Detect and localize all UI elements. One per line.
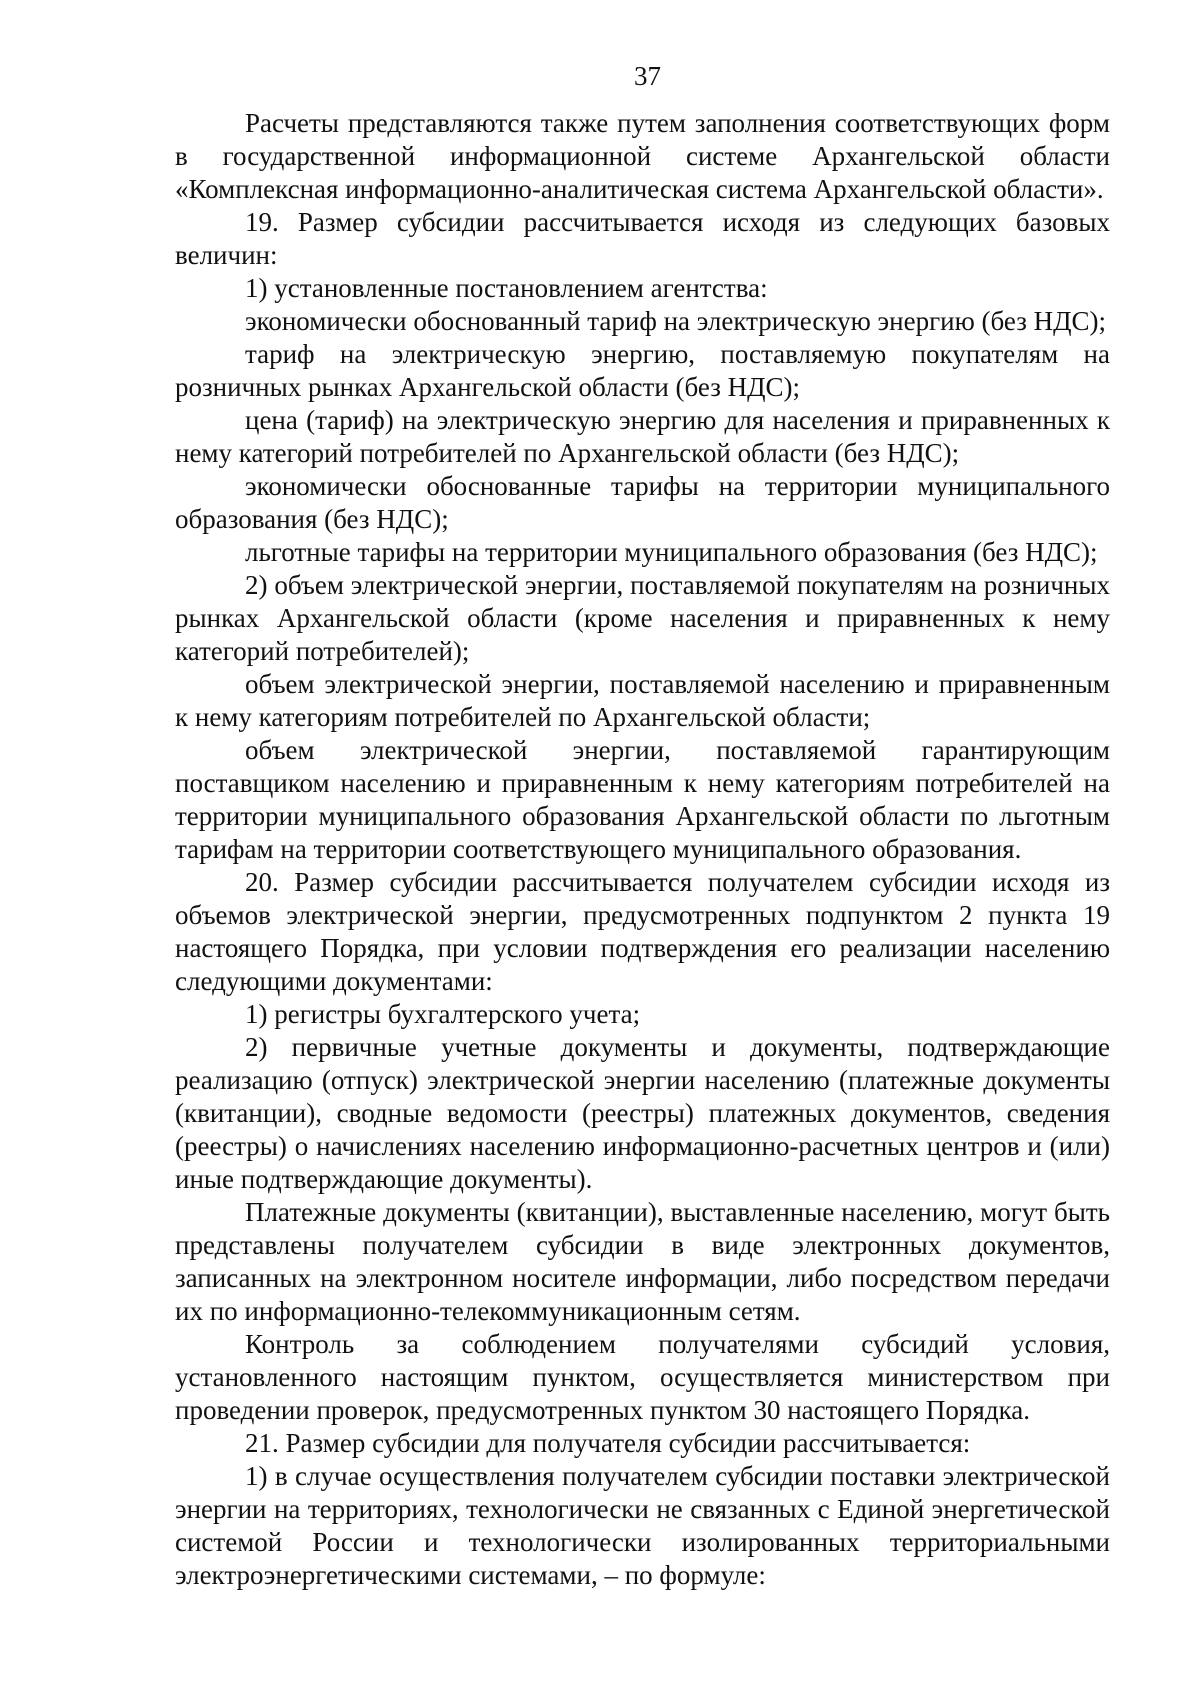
paragraph-primary-documents: 2) первичные учетные документы и документы, подтверждающие реализацию (отпуск) электрической энергии населению (платежные документы (квитанции), сводные ведомости (реестры) платежных документов, сведения (реестры) о начислениях населению информационно-расчетных центров и (или) иные подтверждающие документы). [175,1032,1110,1194]
paragraph-volume-guaranteeing-supplier: объем электрической энергии, поставляемой гарантирующим поставщиком населению и приравненным к нему категориям потребителей на территории муниципального образования Архангельской области по льготным тарифам на территории соответствующего муниципального образования. [175,735,1110,864]
paragraph-sub-2-volume: 2) объем электрической энергии, поставляемой покупателям на розничных рынках Архангельской области (кроме населения и приравненных к нему категорий потребителей); [175,570,1110,666]
paragraph-tariff-retail: тариф на электрическую энергию, поставляемую покупателям на розничных рынках Архангельской области (без НДС); [175,339,1110,402]
paragraph-registers: 1) регистры бухгалтерского учета; [245,999,641,1029]
paragraph-preferential-tariffs: льготные тарифы на территории муниципального образования (без НДС); [245,537,1098,567]
paragraph-control: Контроль за соблюдением получателями субсидий условия, установленного настоящим пунктом, осуществляется министерством при проведении проверок, предусмотренных пунктом 30 настоящего Порядка. [175,1329,1110,1425]
paragraph-item-21: 21. Размер субсидии для получателя субсидии рассчитывается: [245,1428,971,1458]
paragraph-formula-intro: 1) в случае осуществления получателем субсидии поставки электрической энергии на территориях, технологически не связанных с Единой энергетической системой России и технологически изолированных территориальными электроэнергетическими системами, – по формуле: [175,1461,1110,1590]
paragraph-payment-documents: Платежные документы (квитанции), выставленные населению, могут быть представлены получателем субсидии в виде электронных документов, записанных на электронном носителе информации, либо посредством передачи их по информационно-телекоммуникационным сетям. [175,1197,1110,1326]
paragraph-volume-population: объем электрической энергии, поставляемой населению и приравненным к нему категориям потребителей по Архангельской области; [175,669,1110,732]
paragraph-item-20: 20. Размер субсидии рассчитывается получателем субсидии исходя из объемов электрической энергии, предусмотренных подпунктом 2 пункта 19 настоящего Порядка, при условии подтверждения его реализации населению следующими документами: [175,867,1110,996]
page-number: 37 [634,61,661,91]
paragraph-calculations-forms: Расчеты представляются также путем заполнения соответствующих форм в государственной информационной системе Архангельской области «Комплексная информационно-аналитическая система Архангельской области». [175,108,1110,204]
paragraph-price-population: цена (тариф) на электрическую энергию для населения и приравненных к нему категорий потребителей по Архангельской области (без НДС); [175,405,1110,468]
paragraph-item-19: 19. Размер субсидии рассчитывается исходя из следующих базовых величин: [175,207,1110,270]
paragraph-tariffs-municipal: экономически обоснованные тарифы на территории муниципального образования (без НДС); [175,471,1110,534]
paragraph-tariff-economic: экономически обоснованный тариф на электрическую энергию (без НДС); [245,306,1107,336]
paragraph-sub-1-agency: 1) установленные постановлением агентства: [245,273,768,303]
